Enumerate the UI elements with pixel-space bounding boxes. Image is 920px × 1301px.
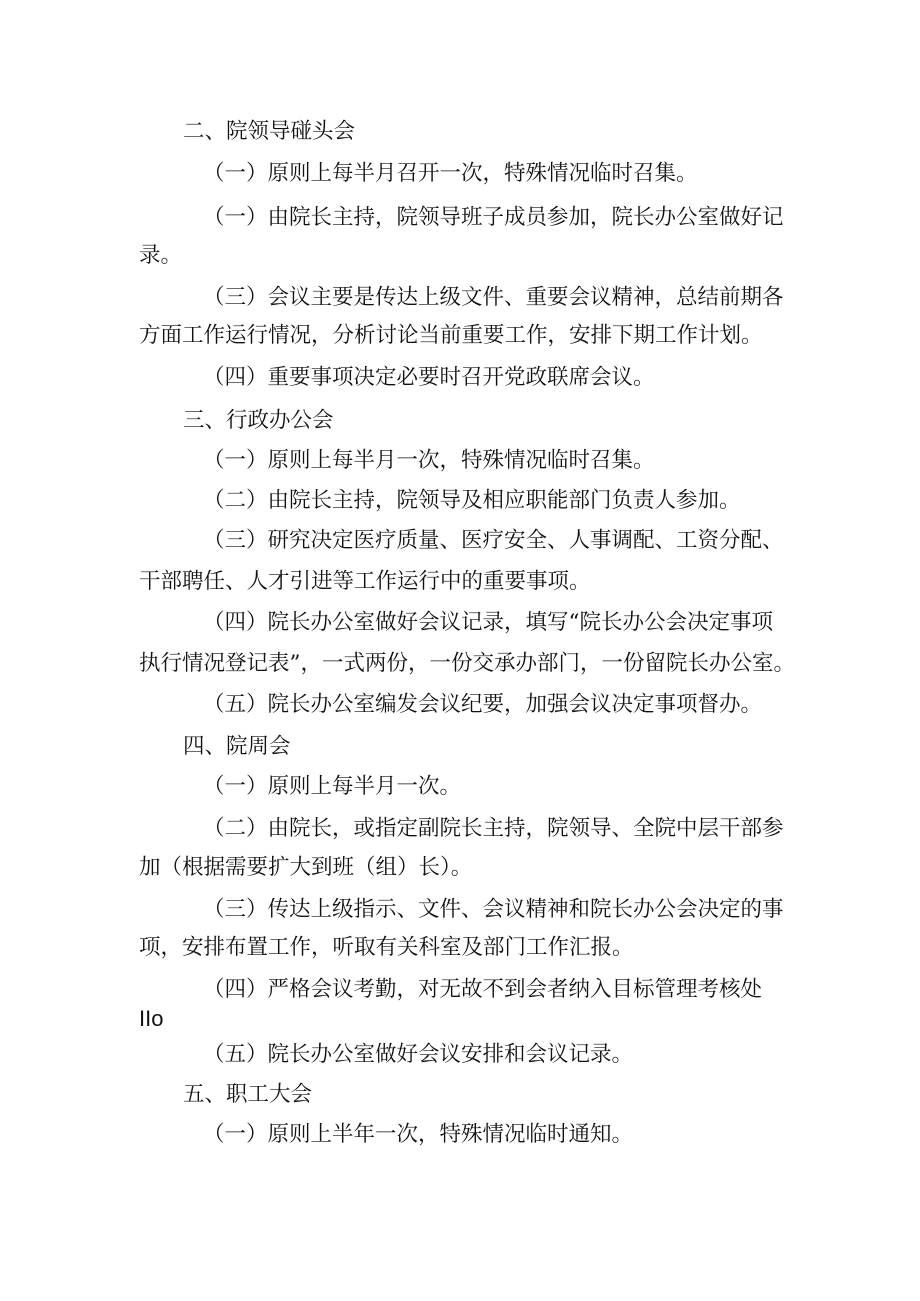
paragraph-line: 执行情况登记表”，一式两份，一份交承办部门，一份留院长办公室。 bbox=[139, 651, 795, 676]
section-heading: 三、行政办公会 bbox=[183, 408, 334, 433]
paragraph-line: （三）传达上级指示、文件、会议精神和院长办公会决定的事 bbox=[203, 897, 784, 922]
paragraph-line: （三）研究决定医疗质量、医疗安全、人事调配、工资分配、 bbox=[203, 528, 784, 553]
paragraph-line: （二）由院长主持，院领导及相应职能部门负责人参加。 bbox=[203, 488, 741, 513]
paragraph-line: 录。 bbox=[139, 243, 183, 268]
section-heading: 二、院领导碰头会 bbox=[183, 119, 356, 144]
paragraph-line: IIo bbox=[139, 1006, 164, 1031]
paragraph-line: （一）原则上每半月一次。 bbox=[203, 774, 462, 799]
paragraph-line: （四）严格会议考勤，对无故不到会者纳入目标管理考核处 bbox=[203, 977, 763, 1002]
section-heading: 五、职工大会 bbox=[183, 1082, 313, 1107]
paragraph-line: 方面工作运行情况，分析讨论当前重要工作，安排下期工作计划。 bbox=[139, 323, 763, 348]
paragraph-line: （四）院长办公室做好会议记录，填写“院长办公会决定事项 bbox=[203, 610, 773, 635]
section-heading: 四、院周会 bbox=[183, 734, 291, 759]
paragraph-line: 干部聘任、人才引进等工作运行中的重要事项。 bbox=[139, 569, 591, 594]
paragraph-line: （二）由院长，或指定副院长主持，院领导、全院中层干部参 bbox=[203, 816, 784, 841]
paragraph-line: （三）会议主要是传达上级文件、重要会议精神，总结前期各 bbox=[203, 285, 784, 310]
paragraph-line: （一）原则上半年一次，特殊情况临时通知。 bbox=[203, 1122, 634, 1147]
paragraph-line: （一）原则上每半月召开一次，特殊情况临时召集。 bbox=[203, 161, 698, 186]
paragraph-line: （四）重要事项决定必要时召开党政联席会议。 bbox=[203, 365, 655, 390]
paragraph-line: 项，安排布置工作，听取有关科室及部门工作汇报。 bbox=[139, 935, 634, 960]
paragraph-line: 加（根据需要扩大到班（组）长）。 bbox=[139, 855, 473, 880]
paragraph-line: （五）院长办公室编发会议纪要，加强会议决定事项督办。 bbox=[203, 692, 763, 717]
paragraph-line: （五）院长办公室做好会议安排和会议记录。 bbox=[203, 1042, 634, 1067]
paragraph-line: （一）由院长主持，院领导班子成员参加，院长办公室做好记 bbox=[203, 205, 784, 230]
paragraph-line: （一）原则上每半月一次，特殊情况临时召集。 bbox=[203, 448, 655, 473]
